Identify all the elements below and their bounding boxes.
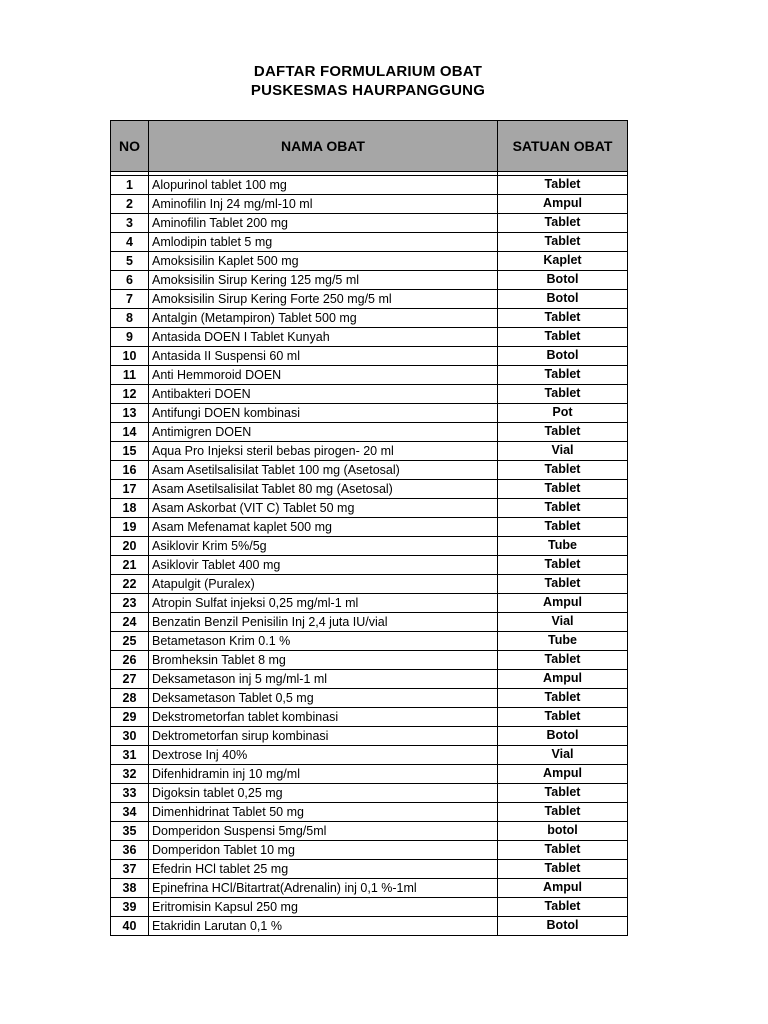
row-number: 3 (111, 214, 149, 233)
table-row (111, 385, 628, 404)
table-row (111, 404, 628, 423)
drug-unit: Tablet (498, 385, 628, 404)
drug-unit: Tablet (498, 461, 628, 480)
drug-name: Asam Asetilsalisilat Tablet 100 mg (Asetosal) (149, 461, 498, 480)
drug-name: Antalgin (Metampiron) Tablet 500 mg (149, 309, 498, 328)
drug-name: Antasida II Suspensi 60 ml (149, 347, 498, 366)
table-row (111, 879, 628, 898)
row-number: 40 (111, 917, 149, 936)
table-row (111, 841, 628, 860)
table-row (111, 594, 628, 613)
row-number: 5 (111, 252, 149, 271)
drug-name: Deksametason Tablet 0,5 mg (149, 689, 498, 708)
drug-unit: Tablet (498, 841, 628, 860)
drug-unit: Tablet (498, 499, 628, 518)
drug-name: Alopurinol tablet 100 mg (149, 176, 498, 195)
table-row (111, 461, 628, 480)
row-number: 10 (111, 347, 149, 366)
table-row (111, 632, 628, 651)
table-row (111, 499, 628, 518)
drug-name: Atropin Sulfat injeksi 0,25 mg/ml-1 ml (149, 594, 498, 613)
drug-unit: Tablet (498, 480, 628, 499)
drug-unit: Kaplet (498, 252, 628, 271)
row-number: 30 (111, 727, 149, 746)
drug-unit: Tablet (498, 575, 628, 594)
row-number: 38 (111, 879, 149, 898)
table-row (111, 917, 628, 936)
drug-unit: Tablet (498, 176, 628, 195)
title-line-1: DAFTAR FORMULARIUM OBAT (253, 63, 483, 80)
table-row (111, 176, 628, 195)
drug-name: Asam Askorbat (VIT C) Tablet 50 mg (149, 499, 498, 518)
drug-name: Antimigren DOEN (149, 423, 498, 442)
table-row (111, 556, 628, 575)
row-number: 11 (111, 366, 149, 385)
row-number: 22 (111, 575, 149, 594)
title-line-2: PUSKESMAS HAURPANGGUNG (250, 82, 486, 99)
table-row (111, 328, 628, 347)
row-number: 2 (111, 195, 149, 214)
drug-name: Asam Mefenamat kaplet 500 mg (149, 518, 498, 537)
row-number: 28 (111, 689, 149, 708)
drug-unit: Tablet (498, 233, 628, 252)
table-row (111, 746, 628, 765)
row-number: 8 (111, 309, 149, 328)
row-number: 1 (111, 176, 149, 195)
row-number: 29 (111, 708, 149, 727)
drug-unit: Tube (498, 537, 628, 556)
drug-name: Amlodipin tablet 5 mg (149, 233, 498, 252)
drug-unit: botol (498, 822, 628, 841)
drug-unit: Tablet (498, 366, 628, 385)
row-number: 36 (111, 841, 149, 860)
drug-unit: Ampul (498, 670, 628, 689)
table-row (111, 518, 628, 537)
row-number: 34 (111, 803, 149, 822)
row-number: 33 (111, 784, 149, 803)
column-header-unit: SATUAN OBAT (498, 121, 628, 172)
drug-name: Aminofilin Tablet 200 mg (149, 214, 498, 233)
drug-name: Aqua Pro Injeksi steril bebas pirogen- 20 ml (149, 442, 498, 461)
drug-unit: Botol (498, 290, 628, 309)
drug-unit: Ampul (498, 594, 628, 613)
table-row (111, 689, 628, 708)
drug-name: Asam Asetilsalisilat Tablet 80 mg (Asetosal) (149, 480, 498, 499)
row-number: 13 (111, 404, 149, 423)
drug-name: Antifungi DOEN kombinasi (149, 404, 498, 423)
drug-unit: Tablet (498, 689, 628, 708)
drug-name: Domperidon Tablet 10 mg (149, 841, 498, 860)
row-number: 39 (111, 898, 149, 917)
drug-unit: Botol (498, 917, 628, 936)
drug-name: Aminofilin Inj 24 mg/ml-10 ml (149, 195, 498, 214)
table-row (111, 290, 628, 309)
table-row (111, 442, 628, 461)
document-title (0, 62, 736, 100)
drug-unit: Tablet (498, 518, 628, 537)
drug-name: Eritromisin Kapsul 250 mg (149, 898, 498, 917)
table-row (111, 480, 628, 499)
row-number: 20 (111, 537, 149, 556)
table-row (111, 898, 628, 917)
table-row (111, 309, 628, 328)
drug-name: Dimenhidrinat Tablet 50 mg (149, 803, 498, 822)
row-number: 17 (111, 480, 149, 499)
table-row (111, 195, 628, 214)
drug-unit: Vial (498, 613, 628, 632)
row-number: 35 (111, 822, 149, 841)
drug-unit: Tablet (498, 803, 628, 822)
row-number: 6 (111, 271, 149, 290)
drug-unit: Tablet (498, 328, 628, 347)
drug-name: Antasida DOEN I Tablet Kunyah (149, 328, 498, 347)
row-number: 19 (111, 518, 149, 537)
formulary-table (110, 120, 628, 936)
row-number: 15 (111, 442, 149, 461)
drug-unit: Tablet (498, 651, 628, 670)
table-row (111, 233, 628, 252)
drug-unit: Pot (498, 404, 628, 423)
drug-unit: Tablet (498, 309, 628, 328)
drug-name: Dektrometorfan sirup kombinasi (149, 727, 498, 746)
table-row (111, 765, 628, 784)
drug-unit: Vial (498, 746, 628, 765)
drug-unit: Ampul (498, 879, 628, 898)
table-row (111, 423, 628, 442)
row-number: 37 (111, 860, 149, 879)
row-number: 4 (111, 233, 149, 252)
table-row (111, 271, 628, 290)
table-row (111, 651, 628, 670)
drug-name: Efedrin HCl tablet 25 mg (149, 860, 498, 879)
row-number: 32 (111, 765, 149, 784)
drug-unit: Tablet (498, 784, 628, 803)
drug-name: Asiklovir Tablet 400 mg (149, 556, 498, 575)
row-number: 24 (111, 613, 149, 632)
header-row (111, 121, 628, 172)
drug-name: Bromheksin Tablet 8 mg (149, 651, 498, 670)
drug-name: Digoksin tablet 0,25 mg (149, 784, 498, 803)
table-row (111, 803, 628, 822)
table-row (111, 537, 628, 556)
drug-name: Asiklovir Krim 5%/5g (149, 537, 498, 556)
row-number: 23 (111, 594, 149, 613)
table-row (111, 860, 628, 879)
row-number: 7 (111, 290, 149, 309)
drug-unit: Ampul (498, 195, 628, 214)
row-number: 12 (111, 385, 149, 404)
drug-unit: Vial (498, 442, 628, 461)
drug-name: Dextrose Inj 40% (149, 746, 498, 765)
table-row (111, 252, 628, 271)
drug-unit: Tablet (498, 423, 628, 442)
table-row (111, 727, 628, 746)
drug-unit: Ampul (498, 765, 628, 784)
row-number: 27 (111, 670, 149, 689)
drug-unit: Botol (498, 727, 628, 746)
drug-name: Amoksisilin Sirup Kering 125 mg/5 ml (149, 271, 498, 290)
table-row (111, 613, 628, 632)
drug-unit: Tube (498, 632, 628, 651)
table-row (111, 214, 628, 233)
drug-name: Antibakteri DOEN (149, 385, 498, 404)
drug-name: Amoksisilin Kaplet 500 mg (149, 252, 498, 271)
table-body (111, 172, 628, 936)
drug-name: Domperidon Suspensi 5mg/5ml (149, 822, 498, 841)
drug-name: Amoksisilin Sirup Kering Forte 250 mg/5 ml (149, 290, 498, 309)
drug-unit: Botol (498, 347, 628, 366)
drug-unit: Tablet (498, 860, 628, 879)
drug-name: Betametason Krim 0.1 % (149, 632, 498, 651)
column-header-no: NO (111, 121, 149, 172)
table-row (111, 575, 628, 594)
table-row (111, 670, 628, 689)
drug-unit: Tablet (498, 708, 628, 727)
table-row (111, 366, 628, 385)
column-header-name: NAMA OBAT (149, 121, 498, 172)
drug-unit: Tablet (498, 214, 628, 233)
drug-name: Etakridin Larutan 0,1 % (149, 917, 498, 936)
drug-name: Difenhidramin inj 10 mg/ml (149, 765, 498, 784)
drug-unit: Botol (498, 271, 628, 290)
row-number: 26 (111, 651, 149, 670)
drug-name: Epinefrina HCl/Bitartrat(Adrenalin) inj 0,1 %-1ml (149, 879, 498, 898)
table-row (111, 708, 628, 727)
drug-unit: Tablet (498, 898, 628, 917)
table-row (111, 784, 628, 803)
row-number: 31 (111, 746, 149, 765)
row-number: 18 (111, 499, 149, 518)
drug-name: Anti Hemmoroid DOEN (149, 366, 498, 385)
drug-name: Deksametason inj 5 mg/ml-1 ml (149, 670, 498, 689)
row-number: 14 (111, 423, 149, 442)
row-number: 9 (111, 328, 149, 347)
drug-name: Atapulgit (Puralex) (149, 575, 498, 594)
drug-unit: Tablet (498, 556, 628, 575)
row-number: 16 (111, 461, 149, 480)
row-number: 21 (111, 556, 149, 575)
table-row (111, 822, 628, 841)
row-number: 25 (111, 632, 149, 651)
table-row (111, 347, 628, 366)
drug-name: Dekstrometorfan tablet kombinasi (149, 708, 498, 727)
drug-name: Benzatin Benzil Penisilin Inj 2,4 juta IU/vial (149, 613, 498, 632)
